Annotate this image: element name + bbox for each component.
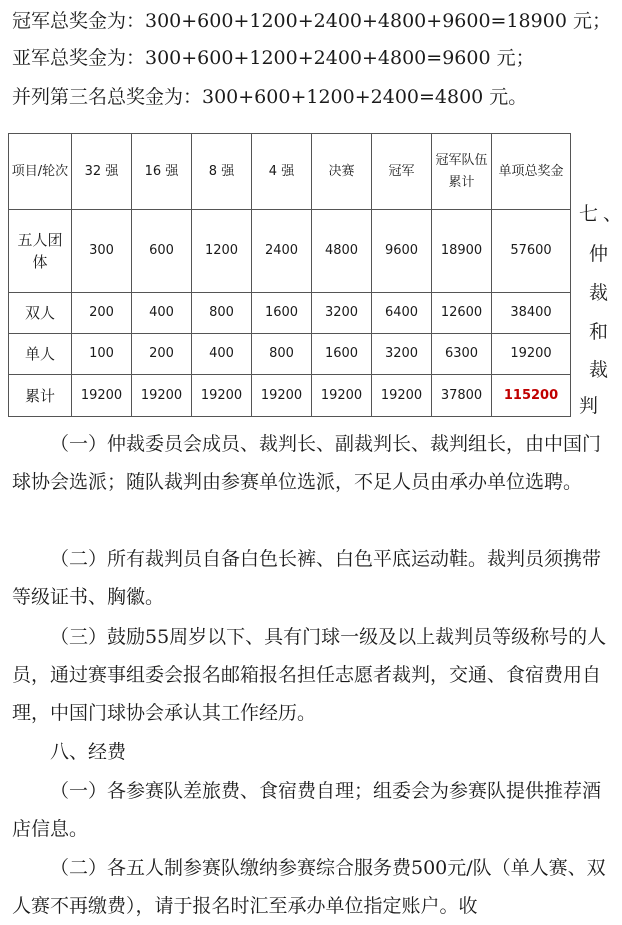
section8-heading: 八、经费 [50, 741, 127, 763]
row-label: 单人 [9, 334, 72, 375]
table-cell: 300 [72, 210, 132, 293]
table-total-row [9, 375, 571, 417]
table-cell: 6300 [432, 334, 492, 375]
table-row [9, 293, 571, 334]
table-cell: 4800 [312, 210, 372, 293]
table-cell: 3200 [372, 334, 432, 375]
row-label: 五人团体 [9, 210, 72, 293]
header-cell: 单项总奖金 [492, 134, 571, 210]
runner-up-prize-line: 亚军总奖金为：300+600+1200+2400+4800=9600 元； [12, 47, 535, 69]
row-label: 累计 [9, 375, 72, 417]
table-cell: 19200 [252, 375, 312, 417]
header-cell: 决赛 [312, 134, 372, 210]
table-cell: 19200 [72, 375, 132, 417]
section7-paragraph-3: （三）鼓励55周岁以下、具有门球一级及以上裁判员等级称号的人员，通过赛事组委会报名邮箱报名担任志愿者裁判，交通、食宿费用自理，中国门球协会承认其工作经历。 [12, 626, 607, 724]
section7-heading-char: 判 [579, 395, 599, 417]
prize-table [8, 133, 571, 417]
third-place-prize-line: 并列第三名总奖金为：300+600+1200+2400=4800 元。 [12, 86, 528, 108]
section8-paragraph-1: （一）各参赛队差旅费、食宿费自理；组委会为参赛队提供推荐酒店信息。 [12, 780, 602, 840]
table-cell: 1600 [252, 293, 312, 334]
table-cell: 400 [192, 334, 252, 375]
table-cell: 19200 [192, 375, 252, 417]
section7-heading-char: 仲 [589, 243, 609, 265]
table-cell: 37800 [432, 375, 492, 417]
table-cell: 100 [72, 334, 132, 375]
section7-paragraph-1: （一）仲裁委员会成员、裁判长、副裁判长、裁判组长，由中国门球协会选派；随队裁判由参赛单位选派，不足人员由承办单位选聘。 [12, 433, 602, 493]
table-cell: 19200 [492, 334, 571, 375]
table-cell: 38400 [492, 293, 571, 334]
table-cell: 19200 [132, 375, 192, 417]
table-cell: 12600 [432, 293, 492, 334]
header-cell: 32 强 [72, 134, 132, 210]
table-cell: 600 [132, 210, 192, 293]
table-cell: 1200 [192, 210, 252, 293]
header-cell: 项目/轮次 [9, 134, 72, 210]
header-cell: 8 强 [192, 134, 252, 210]
section7-heading-char: 裁 [589, 359, 609, 381]
table-cell: 6400 [372, 293, 432, 334]
table-cell: 1600 [312, 334, 372, 375]
table-cell: 18900 [432, 210, 492, 293]
grand-total-cell: 115200 [492, 375, 571, 417]
table-cell: 19200 [372, 375, 432, 417]
section7-heading-char: 七 [579, 203, 599, 225]
table-cell: 57600 [492, 210, 571, 293]
champion-prize-line: 冠军总奖金为：300+600+1200+2400+4800+9600=18900 元； [12, 10, 611, 32]
header-cell: 冠军队伍累计 [432, 134, 492, 210]
table-cell: 19200 [312, 375, 372, 417]
table-cell: 2400 [252, 210, 312, 293]
section7-heading-char: 和 [589, 321, 609, 343]
header-cell: 冠军 [372, 134, 432, 210]
section8-paragraph-2: （二）各五人制参赛队缴纳参赛综合服务费500元/队（单人赛、双人赛不再缴费），请于报名时汇至承办单位指定账户。收 [12, 857, 606, 917]
section7-heading-char: 裁 [589, 282, 609, 304]
section7-paragraph-2: （二）所有裁判员自备白色长裤、白色平底运动鞋。裁判员须携带等级证书、胸徽。 [12, 548, 602, 608]
table-cell: 400 [132, 293, 192, 334]
section7-heading-char: 、 [603, 203, 622, 225]
header-cell: 4 强 [252, 134, 312, 210]
header-cell: 16 强 [132, 134, 192, 210]
row-label: 双人 [9, 293, 72, 334]
table-cell: 800 [192, 293, 252, 334]
table-row [9, 210, 571, 293]
table-cell: 9600 [372, 210, 432, 293]
table-cell: 800 [252, 334, 312, 375]
table-header-row [9, 134, 571, 210]
table-cell: 200 [72, 293, 132, 334]
table-cell: 3200 [312, 293, 372, 334]
table-row [9, 334, 571, 375]
table-cell: 200 [132, 334, 192, 375]
